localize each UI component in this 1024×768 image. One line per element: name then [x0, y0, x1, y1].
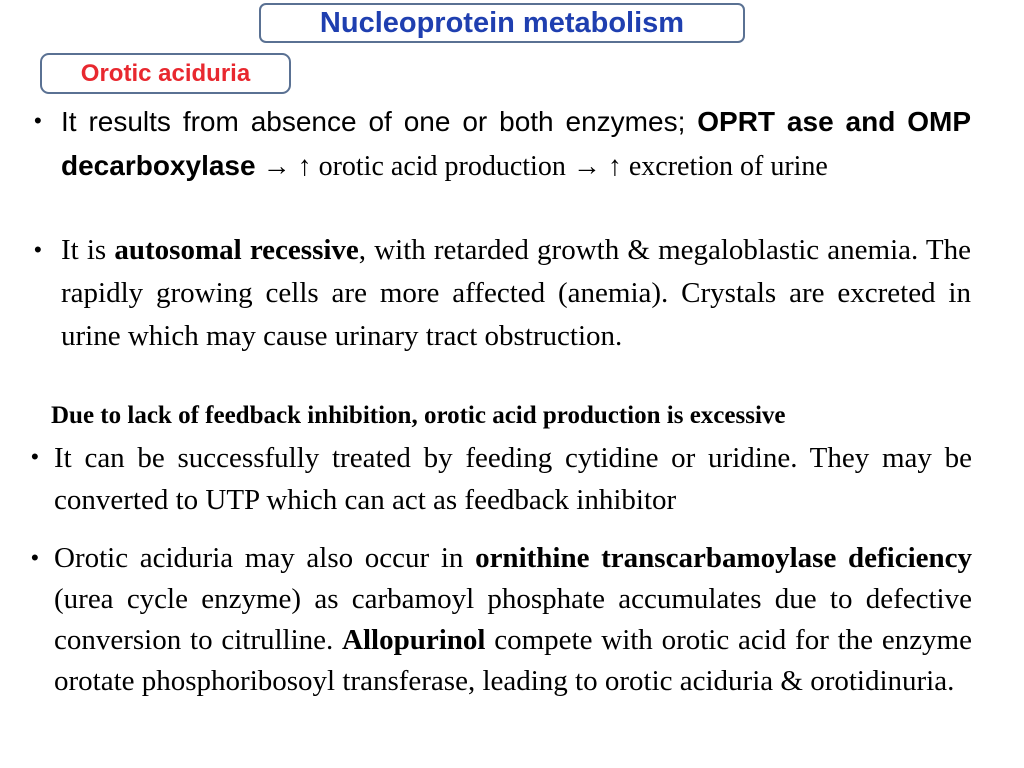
bullet-3-text: It can be successfully treated by feeding cytidine or uridine. They may be converted to UTP which can act as feedback inhibitor — [54, 442, 972, 516]
bullet-icon: • — [34, 237, 42, 262]
bullet-2-text-b: , with retarded growth & megaloblastic anemia. The rapidly growing cells are more affected (anemia). Crystals are excreted in urine which may cause urinary tract obstruction. — [61, 234, 971, 352]
slide-title-box — [259, 3, 745, 43]
bullet-4-text-b: (urea cycle enzyme) as carbamoyl phosphate accumulates due to defective conversion to citrulline. — [54, 583, 972, 656]
bullet-4-deficiency: ornithine transcarbamoylase deficiency — [475, 542, 972, 574]
bullet-icon: • — [31, 545, 39, 570]
bullet-1-text-b: → ↑ orotic acid production → ↑ excretion of urine — [255, 151, 828, 182]
bullet-1-enzymes: OPRT ase and OMP decarboxylase — [61, 106, 971, 181]
bullet-4-text-a: Orotic aciduria may also occur in — [54, 542, 476, 574]
bullet-2-inheritance: autosomal recessive — [114, 234, 359, 266]
bullet-paragraph-4 — [54, 538, 972, 702]
bullet-4-drug: Allopurinol — [342, 624, 486, 656]
section-heading: Orotic aciduria — [80, 59, 251, 87]
bullet-4-text-c: compete with orotic acid for the enzyme orotate phosphoribosoyl transferase, leading to orotic aciduria & orotidinuria. — [54, 624, 972, 697]
bullet-2-text-a: It is — [61, 234, 115, 266]
bullet-icon: • — [31, 444, 39, 469]
bullet-paragraph-3 — [54, 437, 972, 521]
slide-title: Nucleoprotein metabolism — [319, 6, 685, 39]
bullet-paragraph-2 — [61, 229, 971, 358]
bullet-paragraph-1 — [61, 100, 971, 188]
section-heading-box — [40, 53, 291, 94]
bullet-1-text-a: It results from absence of one or both enzymes; — [61, 106, 698, 137]
bullet-icon: • — [34, 108, 42, 133]
feedback-note: Due to lack of feedback inhibition, orotic acid production is excessive — [51, 402, 786, 429]
